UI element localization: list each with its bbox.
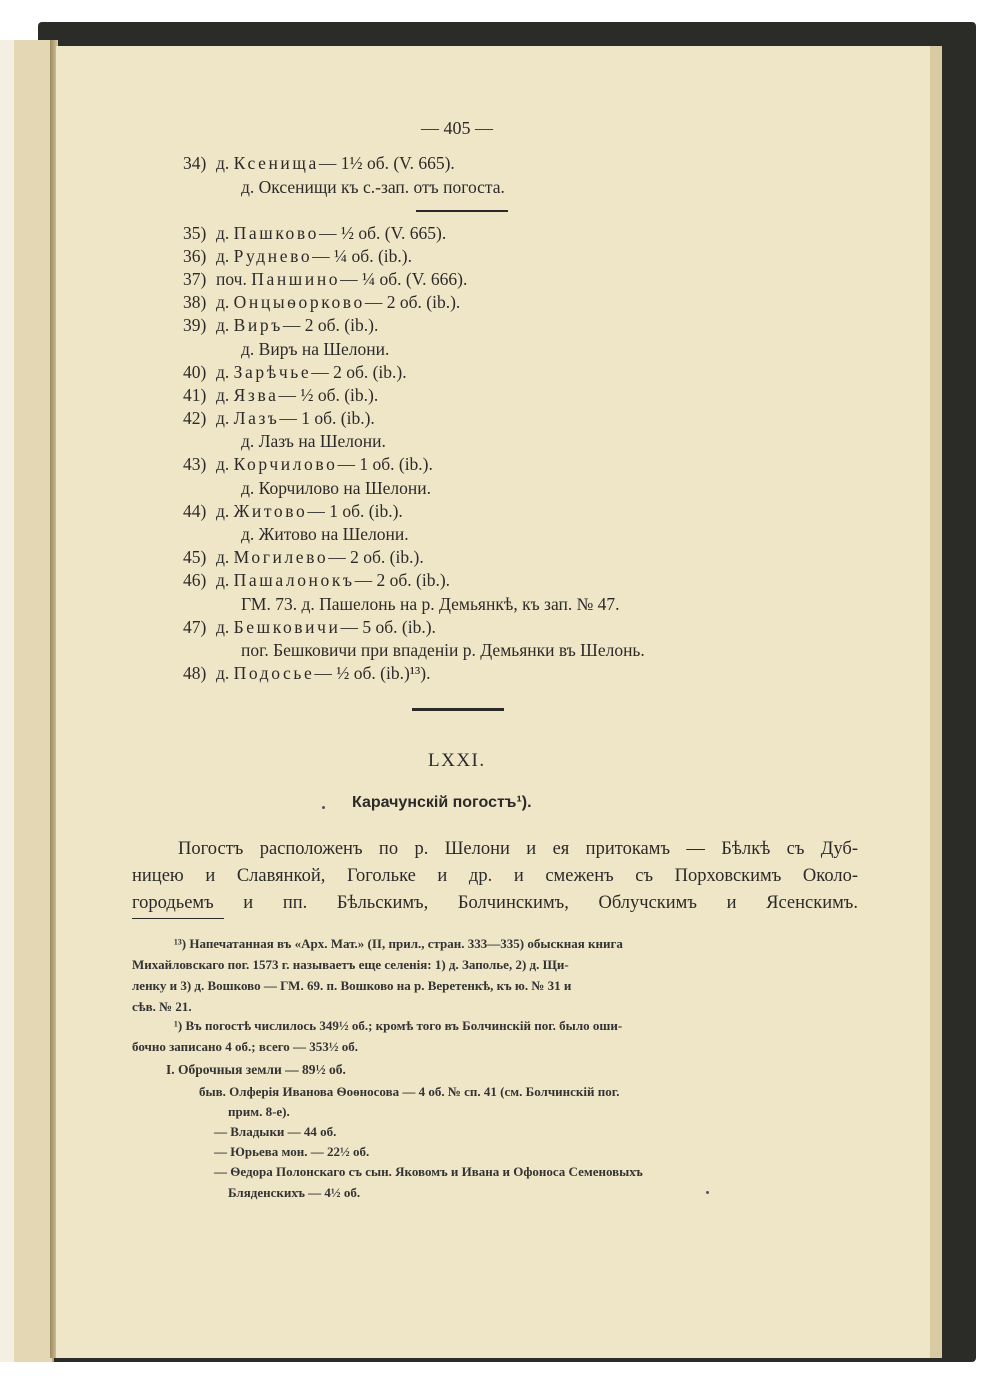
land-item-line: — Ѳедора Полонскаго съ сын. Яковомъ и Ивана и Офоноса Семеновыхъ — [214, 1164, 643, 1179]
land-item-line: Бляденскихъ — 4½ об. — [228, 1185, 361, 1200]
entry-rest: — 2 об. (ib.). — [311, 362, 407, 382]
entry-line — [216, 407, 375, 430]
entry-line — [216, 222, 446, 245]
entry-prefix: д. — [216, 246, 230, 266]
entry-name: Подосье — [233, 663, 315, 683]
entry-number: 35) — [183, 223, 207, 243]
entry-name: Паншино — [251, 269, 341, 289]
footnote-1-line: бочно записано 4 об.; всего — 353½ об. — [132, 1039, 359, 1054]
entry-note: д. Лазъ на Шелони. — [241, 431, 386, 451]
footnote-13-line: Михайловскаго пог. 1573 г. называетъ еще селенія: 1) д. Заполье, 2) д. Щи- — [132, 957, 569, 972]
entry-rest: — ½ об. (ib.)¹³). — [314, 663, 431, 683]
footnote-divider — [132, 918, 224, 919]
entry-line — [216, 569, 450, 592]
entry-rest: — ¼ об. (ib.). — [312, 246, 412, 266]
entry-rest: — 1 об. (ib.). — [279, 408, 375, 428]
entry-name: Пашалонокъ — [233, 570, 355, 590]
footnote-13-line: ¹³) Напечатанная въ «Арх. Мат.» (II, прил., стран. 333—335) обыскная книга — [174, 936, 623, 951]
entry-number: 44) — [183, 501, 207, 521]
entry-name: Виръ — [233, 315, 283, 335]
entry-rest: — 5 об. (ib.). — [340, 617, 436, 637]
entry-line — [216, 453, 433, 476]
entry-name: Могилево — [233, 547, 329, 567]
entry-number: 36) — [183, 246, 207, 266]
short-divider — [416, 210, 508, 212]
entry-line — [216, 546, 424, 569]
entry-name: Житово — [233, 501, 308, 521]
entry-prefix: д. — [216, 501, 230, 521]
entry-note: д. Корчилово на Шелони. — [241, 478, 431, 498]
book-page — [56, 46, 930, 1358]
entry-name: Язва — [233, 385, 279, 405]
page-stack-edge — [928, 46, 942, 1358]
entry-note: д. Оксенищи къ с.-зап. отъ погоста. — [241, 177, 505, 197]
entry-prefix: д. — [216, 385, 230, 405]
entry-line — [216, 291, 460, 314]
entry-prefix: д. — [216, 408, 230, 428]
entry-name: Лазъ — [233, 408, 280, 428]
entry-number: 42) — [183, 408, 207, 428]
entry-number: 34) — [183, 153, 207, 173]
print-speck — [322, 806, 325, 809]
entry-prefix: д. — [216, 315, 230, 335]
entry-number: 40) — [183, 362, 207, 382]
entry-line — [216, 662, 430, 685]
entry-name: Руднево — [233, 246, 313, 266]
land-item-line: быв. Олферія Иванова Ѳоѳносова — 4 об. № сп. 41 (см. Болчинскій пог. — [199, 1084, 620, 1099]
entry-line — [216, 616, 436, 639]
entry-prefix: д. — [216, 362, 230, 382]
entry-rest: — 2 об. (ib.). — [328, 547, 424, 567]
footnote-13-line: сѣв. № 21. — [132, 999, 192, 1014]
entry-number: 38) — [183, 292, 207, 312]
entry-rest: — 1 об. (ib.). — [307, 501, 403, 521]
land-item-line: — Владыки — 44 об. — [214, 1124, 337, 1139]
entry-line — [216, 384, 378, 407]
entry-prefix: д. — [216, 292, 230, 312]
entry-prefix: д. — [216, 223, 230, 243]
entry-line — [216, 245, 412, 268]
entry-number: 46) — [183, 570, 207, 590]
land-heading: I. Оброчныя земли — 89½ об. — [166, 1062, 346, 1077]
entry-rest: — ½ об. (V. 665). — [319, 223, 447, 243]
entry-rest: — ¼ об. (V. 666). — [340, 269, 468, 289]
entry-line — [216, 268, 467, 291]
entry-note: д. Виръ на Шелони. — [241, 339, 390, 359]
entry-note: ГМ. 73. д. Пашелонь на р. Демьянкѣ, къ зап. № 47. — [241, 594, 620, 614]
entry-line — [216, 361, 407, 384]
entry-prefix: д. — [216, 663, 230, 683]
land-item-line: прим. 8-е). — [228, 1104, 290, 1119]
entry-note: д. Житово на Шелони. — [241, 524, 409, 544]
entry-prefix: д. — [216, 454, 230, 474]
entry-note: пог. Бешковичи при впаденіи р. Демьянки въ Шелонь. — [241, 640, 645, 660]
entry-name: Зарѣчье — [233, 362, 312, 382]
entry-number: 45) — [183, 547, 207, 567]
footnote-1-line: ¹) Въ погостѣ числилось 349½ об.; кромѣ того въ Болчинскій пог. было оши- — [174, 1018, 623, 1033]
entry-rest: — 2 об. (ib.). — [364, 292, 461, 312]
footnote-13-line: ленку и 3) д. Вошково — ГМ. 69. п. Вошково на р. Веретенкѣ, къ ю. № 31 и — [132, 978, 572, 993]
entry-name: Онцыѳорково — [233, 292, 365, 312]
paragraph-line: Погостъ расположенъ по р. Шелони и ея притокамъ — Бѣлкѣ съ Дуб- — [178, 839, 858, 859]
entry-rest: — 2 об. (ib.). — [354, 570, 451, 590]
entry-prefix: д. — [216, 153, 230, 173]
entry-name: Ксенища — [233, 153, 319, 173]
paragraph-line: ницею и Славянкой, Гогольке и др. и смеженъ съ Порховскимъ Около- — [132, 866, 858, 886]
entry-name: Пашково — [233, 223, 319, 243]
section-divider — [412, 708, 504, 711]
entry-name: Бешковичи — [233, 617, 341, 637]
left-page-margin — [0, 40, 14, 1362]
entry-rest: — ½ об. (ib.). — [278, 385, 379, 405]
paragraph-line: городьемъ и пп. Бѣльскимъ, Болчинскимъ, Облучскимъ и Ясенскимъ. — [132, 893, 858, 913]
entry-number: 39) — [183, 315, 207, 335]
entry-number: 43) — [183, 454, 207, 474]
entry-rest: — 2 об. (ib.). — [282, 315, 379, 335]
entry-name: Корчилово — [233, 454, 338, 474]
entry-line — [216, 152, 455, 175]
section-number: LXXI. — [428, 750, 486, 771]
entry-rest: — 1½ об. (V. 665). — [318, 153, 455, 173]
entry-number: 47) — [183, 617, 207, 637]
land-item-line: — Юрьева мон. — 22½ об. — [214, 1144, 370, 1159]
entry-prefix: поч. — [216, 269, 247, 289]
entry-line — [216, 500, 403, 523]
page-number: — 405 — — [421, 118, 493, 138]
print-speck — [706, 1191, 709, 1194]
entry-line — [216, 314, 378, 337]
entry-prefix: д. — [216, 617, 230, 637]
section-title: Карачунскій погостъ¹). — [352, 794, 532, 811]
entry-prefix: д. — [216, 547, 230, 567]
entry-number: 41) — [183, 385, 207, 405]
entry-prefix: д. — [216, 570, 230, 590]
entry-number: 48) — [183, 663, 207, 683]
entry-number: 37) — [183, 269, 207, 289]
entry-rest: — 1 об. (ib.). — [337, 454, 433, 474]
